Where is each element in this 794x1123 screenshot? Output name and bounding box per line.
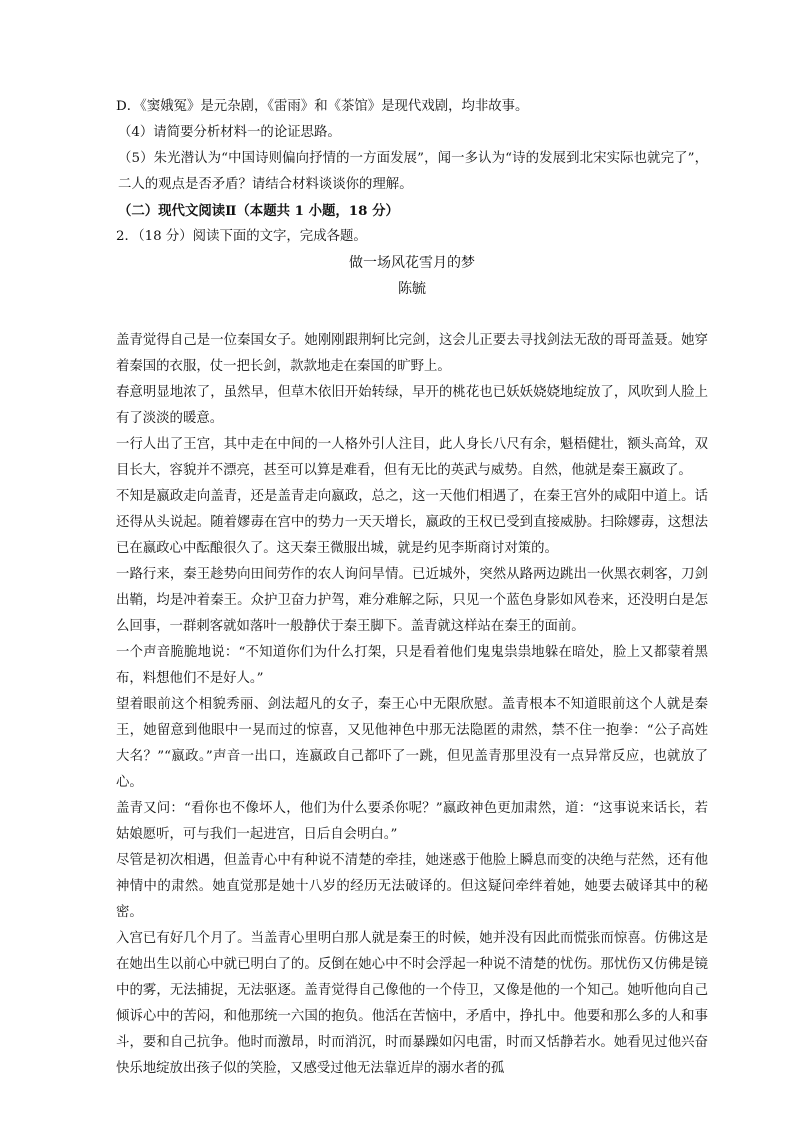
question-5: （5）朱光潜认为“中国诗则偏向抒情的一方面发展”，闻一多认为“诗的发展到北宋实际也就完了”，二人的观点是否矛盾？请结合材料谈谈你的理解。 [118,151,708,192]
article-paragraph: 尽管是初次相遇，但盖青心中有种说不清楚的牵挂，她迷惑于他脸上瞬息而变的决绝与茫然，还有他神情中的肃然。她直觉那是她十八岁的经历无法破译的。但这疑问牵绊着她，她要去破译其中的秘密。 [116,853,708,920]
article-paragraph: 一个声音脆脆地说：“不知道你们为什么打架，只是看着他们鬼鬼祟祟地躲在暗处，脸上又都蒙着黑布，料想他们不是好人。” [116,645,708,686]
article-title: 做一场风花雪月的梦 [349,255,475,271]
article-author: 陈毓 [398,281,426,297]
question-4: （4）请简要分析材料一的论证思路。 [118,125,341,140]
article-paragraph: 入宫已有好几个月了。当盖青心里明白那人就是秦王的时候，她并没有因此而慌张而惊喜。仿佛这是在她出生以前心中就已明白了的。反倒在她心中不时会浮起一种说不清楚的忧伤。那忧伤又仿佛是镜中的雾，无法捕捉，无法驱逐。盖青觉得自己像他的一个侍卫，又像是他的一个知己。她听他向自己倾诉心中的苦闷，和他那统一六国的抱负。他活在苦恼中，矛盾中，挣扎中。他要和那么多的人和事斗，要和自己抗争。他时而激昂，时而消沉，时而暴躁如闪电雷，时而又恬静若水。她看见过他兴奋快乐地绽放出孩子似的笑脸，又感受过他无法靠近岸的溺水者的孤 [116,931,708,1076]
section-heading: （二）现代文阅读Ⅱ（本题共 1 小题，18 分） [118,203,399,219]
article-paragraph: 望着眼前这个相貌秀丽、剑法超凡的女子，秦王心中无限欣慰。盖青根本不知道眼前这个人就是秦王，她留意到他眼中一晃而过的惊喜，又见他神色中那无法隐匿的肃然，禁不住一抱拳：“公子高姓大名？”“嬴政。”声音一出口，连嬴政自己都吓了一跳，但见盖青那里没有一点异常反应，也就放了心。 [116,697,708,790]
article-paragraph: 不知是嬴政走向盖青，还是盖青走向嬴政，总之，这一天他们相遇了，在秦王宫外的咸阳中道上。话还得从头说起。随着嫪毐在宫中的势力一天天增长，嬴政的王权已受到直接威胁。扫除嫪毐，这想法已在嬴政心中酝酿很久了。这天秦王微服出城，就是约见李斯商讨对策的。 [116,489,708,556]
option-d: D．《窦娥冤》是元杂剧，《雷雨》和《茶馆》是现代戏剧，均非故事。 [116,99,529,114]
article-paragraph: 盖青觉得自己是一位秦国女子。她刚刚跟荆轲比完剑，这会儿正要去寻找剑法无敌的哥哥盖聂。她穿着秦国的衣服，仗一把长剑，款款地走在秦国的旷野上。 [116,333,708,374]
article-paragraph: 春意明显地浓了，虽然早，但草木依旧开始转绿，早开的桃花也已妖妖娆娆地绽放了，风吹到人脸上有了淡淡的暖意。 [116,385,708,426]
question-2-prompt: 2．（18 分）阅读下面的文字，完成各题。 [116,229,367,244]
article-paragraph: 一路行来，秦王趁势向田间劳作的农人询问旱情。已近城外，突然从路两边跳出一伙黑衣刺客，刀剑出鞘，均是冲着秦王。众护卫奋力护驾，难分难解之际，只见一个蓝色身影如风卷来，还没明白是怎么回事，一群刺客就如落叶一般静伏于秦王脚下。盖青就这样站在秦王的面前。 [116,567,708,634]
page-content [116,94,708,1082]
article-paragraph: 盖青又问：“看你也不像坏人，他们为什么要杀你呢？”嬴政神色更加肃然，道：“这事说来话长，若姑娘愿听，可与我们一起进宫，日后自会明白。” [116,801,708,842]
article-paragraph: 一行人出了王宫，其中走在中间的一人格外引人注目，此人身长八尺有余，魁梧健壮，额头高耸，双目长大，容貌并不漂亮，甚至可以算是难看，但有无比的英武与威势。自然，他就是秦王嬴政了。 [116,437,708,478]
